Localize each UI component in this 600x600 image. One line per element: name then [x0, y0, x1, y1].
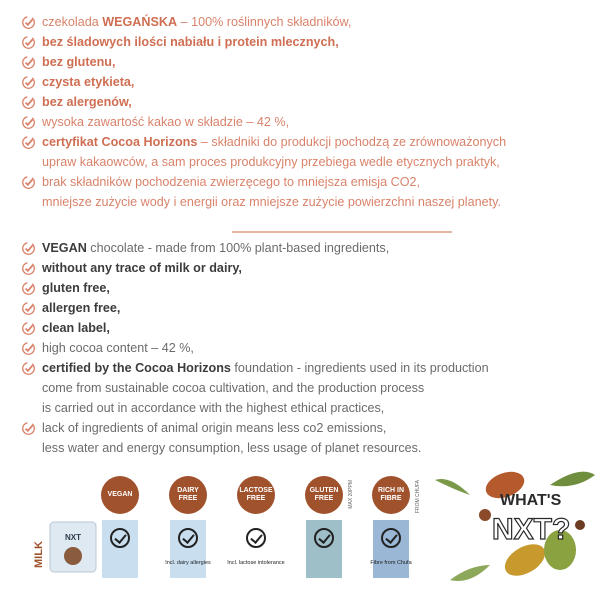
check-icon — [22, 362, 35, 375]
polish-list — [22, 12, 592, 212]
list-item — [22, 258, 592, 278]
badge-side-note: FROM CHUFA — [415, 480, 421, 514]
badge-gluten — [304, 476, 354, 578]
badge-circle-text: DAIRY — [177, 487, 199, 494]
check-icon — [22, 262, 35, 275]
item-cont: mniejsze zużycie wody i energii oraz mniejsze zużycie powierzchni naszej planety. — [42, 195, 501, 209]
badge-card — [227, 520, 285, 578]
check-icon — [22, 342, 35, 355]
badge-circle-text2: FIBRE — [380, 495, 402, 502]
list-item — [22, 32, 592, 52]
check-circle-icon — [178, 528, 198, 548]
item-bold: czysta etykieta, — [42, 75, 135, 89]
item-bold: certified by the Cocoa Horizons — [42, 361, 231, 375]
badge-circle-text2: FREE — [246, 495, 266, 502]
section-divider — [232, 231, 452, 233]
list-item — [22, 298, 592, 318]
item-bold: allergen free, — [42, 301, 121, 315]
badge-card — [306, 520, 342, 578]
svg-text:MILK: MILK — [33, 541, 45, 568]
check-circle-icon — [110, 528, 130, 548]
badge-circle — [305, 476, 343, 514]
item-post: foundation - ingredients used in its production — [230, 361, 489, 375]
list-item — [22, 318, 592, 338]
list-item — [22, 172, 592, 212]
item-post: – składniki do produkcji pochodzą ze zrównoważonych — [197, 135, 507, 149]
badge-dairy — [165, 476, 211, 578]
badge-card — [102, 520, 138, 578]
badge-circle-text: RICH IN — [377, 487, 405, 494]
check-circle-icon — [314, 528, 334, 548]
badge-circle-text2: FREE — [314, 495, 334, 502]
check-icon — [22, 302, 35, 315]
item-cont: less water and energy consumption, less usage of planet resources. — [42, 441, 422, 455]
item-post: chocolate - made from 100% plant-based ingredients, — [86, 241, 390, 255]
logo-line1: WHAT'S — [500, 492, 562, 509]
list-item — [22, 238, 592, 258]
item-bold: bez glutenu, — [42, 55, 116, 69]
check-icon — [22, 116, 35, 129]
item-bold: bez śladowych ilości nabiału i protein mlecznych, — [42, 35, 339, 49]
check-icon — [22, 76, 35, 89]
list-item — [22, 358, 592, 418]
logo-line2: NXT? — [492, 513, 571, 546]
check-circle-icon — [381, 528, 401, 548]
item-bold: without any trace of milk or dairy, — [42, 261, 242, 275]
badge-side-note: MAX 20PPM — [348, 480, 354, 509]
check-icon — [22, 422, 35, 435]
check-icon — [22, 136, 35, 149]
list-item — [22, 112, 592, 132]
check-icon — [22, 242, 35, 255]
item-pre: high cocoa content – 42 %, — [42, 341, 194, 355]
badge-circle-text: GLUTEN — [309, 487, 339, 494]
check-icon — [22, 282, 35, 295]
badge-caption: Fibre from Chufa — [370, 560, 412, 566]
list-item — [22, 132, 592, 172]
english-list — [22, 238, 592, 458]
check-icon — [22, 176, 35, 189]
badge-lactose — [227, 476, 285, 578]
badge-circle — [169, 476, 207, 514]
check-icon — [22, 16, 35, 29]
svg-text:NXT: NXT — [65, 533, 81, 542]
list-item — [22, 278, 592, 298]
badge-card — [165, 520, 211, 578]
item-bold: certyfikat Cocoa Horizons — [42, 135, 198, 149]
badge-circle-text2: FREE — [178, 495, 198, 502]
item-pre: wysoka zawartość kakao w składzie – 42 %, — [42, 115, 290, 129]
item-bold: clean label, — [42, 321, 110, 335]
check-icon — [22, 322, 35, 335]
item-bold: WEGAŃSKA — [102, 15, 178, 29]
check-icon — [22, 96, 35, 109]
check-circle-icon — [246, 528, 266, 548]
badge-caption: Incl. lactose intolerance — [227, 560, 285, 566]
badge-circle-text: VEGAN — [107, 491, 133, 498]
check-icon — [22, 36, 35, 49]
badge-circle-text: LACTOSE — [239, 487, 273, 494]
item-cont2: is carried out in accordance with the highest ethical practices, — [42, 401, 385, 415]
list-item — [22, 338, 592, 358]
list-item — [22, 72, 592, 92]
item-pre: brak składników pochodzenia zwierzęcego to mniejsza emisja CO2, — [42, 175, 420, 189]
item-bold: gluten free, — [42, 281, 110, 295]
badge-circle — [237, 476, 275, 514]
badge-vegan — [100, 476, 140, 578]
badge-caption: Incl. dairy allergies — [165, 560, 211, 566]
list-item — [22, 418, 592, 458]
badge-circle — [372, 476, 410, 514]
item-bold: VEGAN — [42, 241, 87, 255]
list-item — [22, 92, 592, 112]
badge-circle — [101, 476, 139, 514]
list-item — [22, 12, 592, 32]
list-item — [22, 52, 592, 72]
whats-nxt-logo — [430, 455, 600, 595]
item-post: – 100% roślinnych składników, — [177, 15, 352, 29]
badge-card — [370, 520, 412, 578]
item-cont: come from sustainable cocoa cultivation, and the production process — [42, 381, 425, 395]
item-cont: upraw kakaowców, a sam proces produkcyjny przebiega wedle etycznych praktyk, — [42, 155, 500, 169]
badge-rich-in — [370, 476, 421, 578]
item-bold: bez alergenów, — [42, 95, 132, 109]
check-icon — [22, 56, 35, 69]
item-pre: lack of ingredients of animal origin means less co2 emissions, — [42, 421, 387, 435]
item-pre: czekolada — [42, 15, 103, 29]
